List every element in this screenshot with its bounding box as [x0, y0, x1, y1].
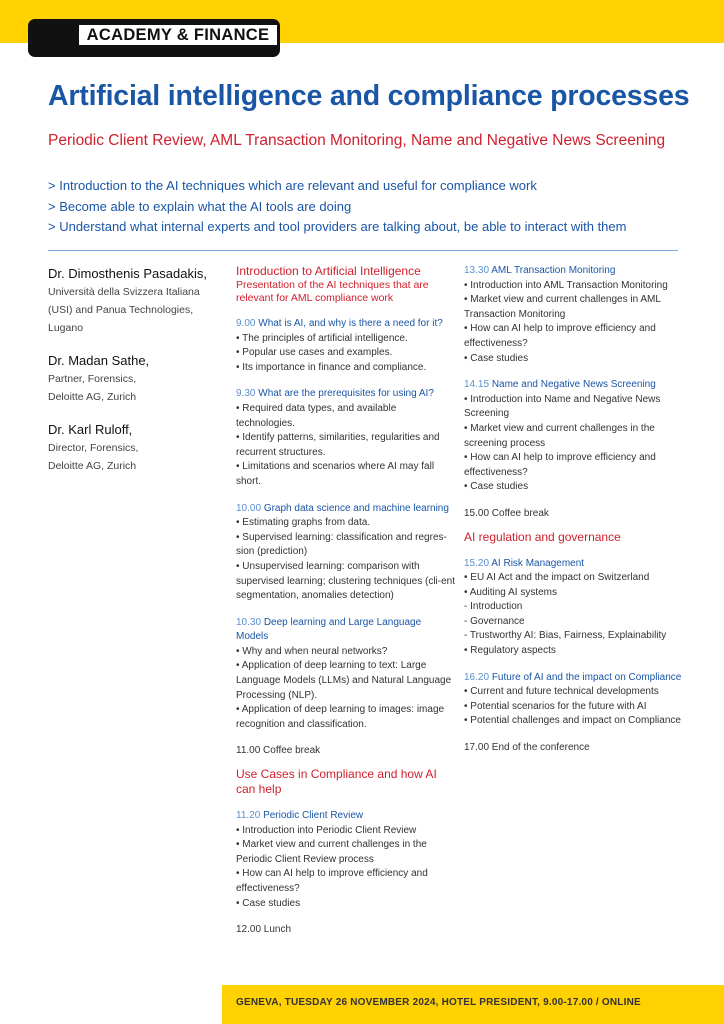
- session-time: 13.30: [464, 265, 490, 276]
- speaker: [48, 420, 220, 475]
- session-heading: [236, 616, 456, 645]
- session-title: AI Risk Management: [491, 557, 585, 569]
- session-item: • Current and future technical developments: [464, 686, 659, 698]
- session-heading: [464, 557, 696, 572]
- session-item: • Required data types, and available technologies.: [236, 402, 397, 429]
- speaker: [48, 264, 220, 337]
- session-item: • Auditing AI systems: [464, 586, 557, 598]
- session-item: • Potential scenarios for the future with AI: [464, 700, 647, 712]
- program-column-middle: [236, 264, 456, 938]
- session-item: • Introduction into Periodic Client Review: [236, 824, 417, 836]
- speaker: [48, 351, 220, 406]
- session: [236, 809, 456, 911]
- session-item: • Market view and current challenges in AML Transaction Monitoring: [464, 294, 661, 320]
- session: [464, 264, 696, 366]
- lunch-break: 12.00 Lunch: [236, 924, 292, 936]
- speaker-name: Dr. Dimosthenis Pasadakis,: [48, 266, 207, 281]
- session-item: - Governance: [464, 615, 525, 627]
- speaker-name: Dr. Karl Ruloff,: [48, 422, 133, 437]
- session-item: • How can AI help to improve efficiency and effectiveness?: [464, 452, 656, 478]
- conference-end: 17.00 End of the conference: [464, 742, 590, 754]
- speaker-name: Dr. Madan Sathe,: [48, 353, 150, 368]
- session-time: 15.20: [464, 557, 490, 569]
- key-point: > Become able to explain what the AI tools are doing: [48, 198, 352, 214]
- session-time: 10.30: [236, 616, 262, 628]
- session: [236, 502, 456, 604]
- session-item: • Popular use cases and examples.: [236, 347, 393, 359]
- session-item: • Unsupervised learning: comparison with supervised learning; clustering techniques (cli-ent segmentation, anomalies detection): [236, 560, 456, 602]
- session-item: • Case studies: [464, 481, 529, 493]
- session-item: • Limitations and scenarios where AI may fall short.: [236, 461, 435, 487]
- session-time: 10.00: [236, 502, 262, 514]
- session-title: Periodic Client Review: [263, 810, 364, 822]
- speaker-affiliation: Director, Forensics,: [48, 442, 139, 454]
- session-title: What is AI, and why is there a need for it?: [258, 318, 443, 329]
- session-time: 16.20: [464, 671, 490, 683]
- session-item: • Why and when neural networks?: [236, 645, 388, 657]
- session-item: • EU AI Act and the impact on Switzerland: [464, 572, 650, 584]
- session-item: • Supervised learning: classification and regres-sion (prediction): [236, 531, 447, 558]
- session-heading: [236, 809, 456, 824]
- session-time: 11.20: [236, 810, 261, 822]
- session: [236, 387, 456, 489]
- session-item: - Introduction: [464, 601, 523, 613]
- key-point: > Understand what internal experts and tool providers are talking about, be able to interact with them: [48, 219, 627, 234]
- session-item: • Case studies: [236, 897, 301, 909]
- session-item: • Regulatory aspects: [464, 645, 556, 657]
- session-item: • Market view and current challenges in the Periodic Client Review process: [236, 839, 427, 865]
- page-title: Artificial intelligence and compliance processes: [48, 80, 690, 112]
- session: [464, 557, 696, 659]
- session-item: • The principles of artificial intelligence.: [236, 332, 408, 344]
- speaker-affiliation: Partner, Forensics,: [48, 373, 137, 385]
- session-title: Future of AI and the impact on Compliance: [491, 671, 682, 683]
- session-item: • Introduction into Name and Negative News Screening: [464, 393, 661, 420]
- session-time: 14.15: [464, 379, 490, 391]
- key-point: > Introduction to the AI techniques which are relevant and useful for compliance work: [48, 178, 537, 193]
- key-points: [48, 176, 708, 238]
- page-subtitle: Periodic Client Review, AML Transaction Monitoring, Name and Negative News Screening: [48, 132, 666, 149]
- section-title: AI regulation and governance: [464, 529, 621, 544]
- session: [236, 317, 456, 375]
- speaker-affiliation: Deloitte AG, Zurich: [48, 460, 137, 472]
- session-heading: [464, 378, 696, 393]
- speaker-affiliation: (USI) and Panua Technologies,: [48, 304, 194, 316]
- session-time: 9.30: [236, 388, 256, 400]
- session-item: • Its importance in finance and compliance.: [236, 361, 427, 373]
- session-item: • Case studies: [464, 352, 529, 364]
- session-item: • Market view and current challenges in the screening process: [464, 422, 655, 449]
- session-item: - Trustworthy AI: Bias, Fairness, Explainability: [464, 630, 667, 642]
- section-title: Introduction to Artificial Intelligence: [236, 264, 421, 278]
- coffee-break: 11.00 Coffee break: [236, 745, 321, 757]
- brand-logo-text: ACADEMY & FINANCE: [78, 24, 278, 46]
- event-details: GENEVA, TUESDAY 26 NOVEMBER 2024, HOTEL PRESIDENT, 9.00-17.00 / ONLINE: [236, 997, 641, 1008]
- speaker-affiliation: Università della Svizzera Italiana: [48, 286, 200, 298]
- session-time: 9.00: [236, 318, 256, 329]
- session-item: • Estimating graphs from data.: [236, 517, 371, 529]
- session-heading: [236, 317, 456, 332]
- speaker-affiliation: Deloitte AG, Zurich: [48, 391, 137, 403]
- session-item: • How can AI help to improve efficiency and effectiveness?: [464, 323, 656, 349]
- section-title: Use Cases in Compliance and how AI can help: [236, 767, 437, 797]
- session-title: Name and Negative News Screening: [491, 379, 656, 391]
- coffee-break: 15.00 Coffee break: [464, 507, 549, 519]
- session: [236, 616, 456, 733]
- session-heading: [464, 264, 696, 279]
- session-item: • Application of deep learning to text: Large Language Models (LLMs) and Natural Language Processing (NLP).: [236, 660, 452, 701]
- session: [464, 378, 696, 495]
- session-heading: [236, 502, 456, 517]
- session-heading: [464, 671, 696, 686]
- session-title: Graph data science and machine learning: [263, 502, 449, 514]
- session-item: • Introduction into AML Transaction Monitoring: [464, 279, 668, 291]
- session-title: What are the prerequisites for using AI?: [258, 388, 434, 400]
- session-title: AML Transaction Monitoring: [491, 265, 616, 276]
- session-title: Deep learning and Large Language Models: [236, 616, 422, 643]
- session-item: • Application of deep learning to images: image recognition and classification.: [236, 704, 445, 730]
- session-item: • Potential challenges and impact on Compliance: [464, 715, 681, 727]
- divider: [48, 250, 678, 251]
- session-item: • Identify patterns, similarities, regularities and recurrent structures.: [236, 432, 440, 458]
- speakers-column: [48, 264, 220, 489]
- session-item: • How can AI help to improve efficiency and effectiveness?: [236, 868, 428, 894]
- program-column-right: [464, 264, 696, 756]
- session: [464, 671, 696, 729]
- session-heading: [236, 387, 456, 402]
- section-subtitle: Presentation of the AI techniques that are relevant for AML compliance work: [236, 279, 429, 304]
- speaker-affiliation: Lugano: [48, 322, 84, 334]
